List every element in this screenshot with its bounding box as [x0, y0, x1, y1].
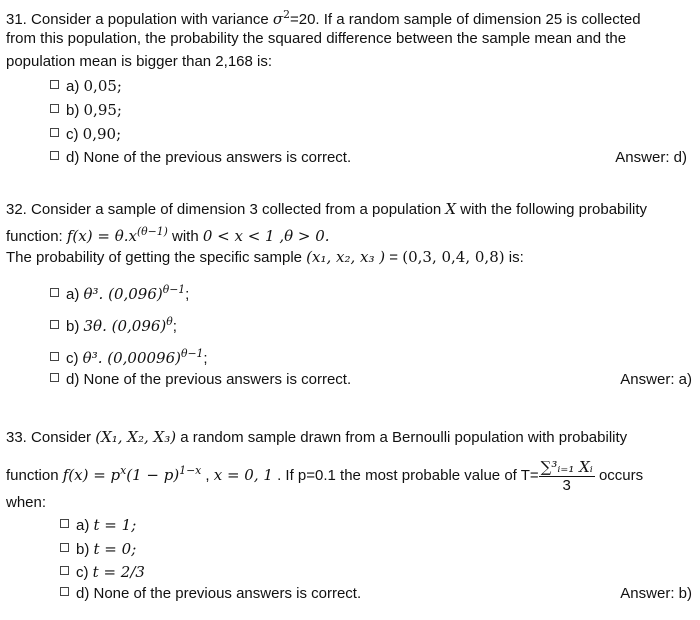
option-value: t = 2/3 [92, 563, 145, 581]
option-label: a) [66, 78, 84, 95]
formula: (0,3, 0,4, 0,8) [402, 248, 505, 266]
q31-text: =20. If a random sample of dimension 25 is collected [289, 11, 641, 28]
option-label: c) [66, 350, 83, 367]
q32-text: with the following probability [456, 201, 648, 218]
q31-line-3: population mean is bigger than 2,168 is: [6, 53, 273, 70]
q32-text: is: [504, 249, 524, 266]
exponent: x [120, 464, 127, 477]
q31-line-1 [6, 5, 641, 30]
checkbox[interactable] [50, 80, 59, 89]
checkbox[interactable] [50, 288, 59, 297]
checkbox[interactable] [60, 543, 69, 552]
q33-text: 33. Consider [6, 429, 96, 446]
q33-text: . If p=0.1 the most probable value of T= [272, 467, 539, 484]
formula: 0 < x < 1 ,θ > 0. [202, 227, 330, 245]
exponent: (θ−1) [136, 225, 168, 238]
option-label: b) [66, 102, 84, 119]
q33-option-a[interactable] [60, 515, 136, 536]
option-end: ; [172, 318, 177, 335]
q33-option-d[interactable] [60, 584, 361, 604]
q33-text: a random sample drawn from a Bernoulli population with probability [176, 429, 628, 446]
q32-text: 32. Consider a sample of dimension 3 collected from a population [6, 201, 446, 218]
q33-text: , [201, 467, 214, 484]
q31-option-d[interactable] [50, 148, 351, 168]
q33-line-2 [6, 453, 643, 495]
option-label: d) None of the previous answers is correct. [66, 149, 352, 166]
q31-line-2: from this population, the probability the squared difference between the sample mean and the [6, 30, 627, 47]
exponent: θ [166, 315, 173, 328]
q32-text: The probability of getting the specific sample [6, 249, 307, 266]
option-value: θ³. (0,00096) [82, 349, 181, 367]
option-end: ; [185, 286, 190, 303]
q33-text: function [6, 467, 63, 484]
q31-text: 31. Consider a population with variance [6, 11, 273, 28]
q32-text: = [385, 249, 403, 266]
q32-option-a[interactable] [50, 280, 189, 305]
q32-line-2 [6, 222, 330, 247]
formula: (X₁, X₂, X₃) [95, 428, 177, 446]
exponent: 2 [283, 8, 290, 21]
option-value: 0,05; [83, 77, 122, 95]
formula: (x₁, x₂, x₃ ) [306, 248, 386, 266]
q33-line-3: when: [6, 494, 47, 511]
formula: (1 − p) [126, 466, 180, 484]
checkbox[interactable] [50, 373, 59, 382]
option-value: 0,90; [82, 125, 122, 143]
option-label: a) [66, 286, 84, 303]
formula: x = 0, 1 [213, 466, 273, 484]
variable-x: X [445, 200, 457, 218]
option-label: d) None of the previous answers is correct. [76, 585, 362, 602]
option-label: d) None of the previous answers is correct. [66, 371, 352, 388]
checkbox[interactable] [50, 320, 59, 329]
q31-option-a[interactable] [50, 76, 122, 97]
checkbox[interactable] [60, 566, 69, 575]
q32-answer: Answer: a) [620, 371, 692, 388]
q32-text: with [167, 228, 203, 245]
option-value: 0,95; [83, 101, 122, 119]
q32-option-b[interactable] [50, 312, 177, 337]
checkbox[interactable] [50, 352, 59, 361]
formula: f(x) = p [62, 466, 121, 484]
fraction-denominator: 3 [562, 476, 571, 494]
option-value: t = 0; [93, 540, 137, 558]
q33-answer: Answer: b) [620, 585, 692, 602]
option-label: b) [66, 318, 84, 335]
option-end: ; [203, 350, 208, 367]
sigma-symbol: σ [272, 10, 284, 28]
q32-option-d[interactable] [50, 370, 351, 390]
option-label: c) [66, 126, 83, 143]
checkbox[interactable] [50, 104, 59, 113]
exponent: 1−x [179, 464, 202, 477]
option-label: c) [76, 564, 93, 581]
option-value: 3θ. (0,096) [83, 317, 167, 335]
q33-option-c[interactable] [60, 562, 145, 583]
q32-line-3 [6, 247, 524, 268]
q31-answer: Answer: d) [615, 149, 687, 166]
q31-option-c[interactable] [50, 124, 121, 145]
q32-text: function: [6, 228, 67, 245]
exponent: θ−1 [181, 347, 204, 360]
q33-text: occurs [594, 467, 644, 484]
formula: f(x) [66, 227, 93, 245]
exponent: θ−1 [162, 283, 186, 296]
formula: = θ.x [92, 227, 137, 245]
option-label: a) [76, 517, 94, 534]
checkbox[interactable] [50, 151, 59, 160]
checkbox[interactable] [60, 587, 69, 596]
q31-option-b[interactable] [50, 100, 122, 121]
q32-option-c[interactable] [50, 344, 208, 369]
q33-option-b[interactable] [60, 539, 136, 560]
checkbox[interactable] [50, 128, 59, 137]
option-value: θ³. (0,096) [83, 285, 163, 303]
fraction [539, 458, 595, 495]
q33-line-1 [6, 427, 627, 448]
option-value: t = 1; [93, 516, 137, 534]
checkbox[interactable] [60, 519, 69, 528]
option-label: b) [76, 541, 94, 558]
fraction-numerator: ∑³ᵢ₌₁ Xᵢ [540, 457, 593, 476]
q32-line-1 [6, 199, 647, 220]
